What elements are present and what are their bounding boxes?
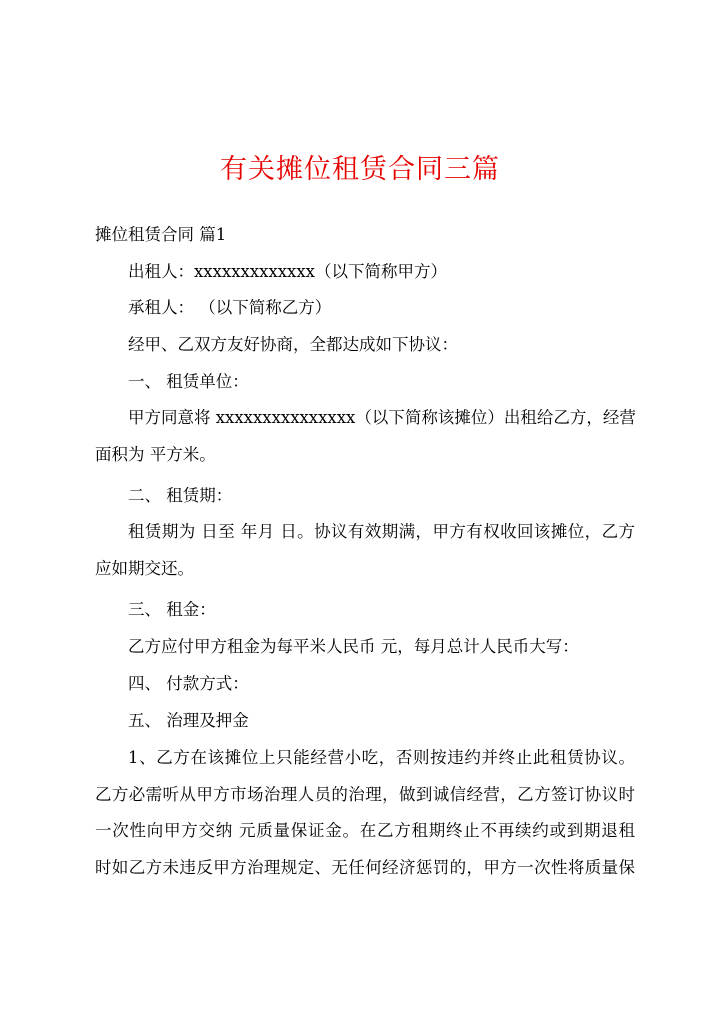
lessee-line: 承租人： （以下简称乙方） — [128, 298, 332, 317]
clause-2-body — [95, 514, 635, 587]
clause-5-heading: 五、 治理及押金 — [128, 711, 249, 730]
clause-5-line: 一次性向甲方交纳 元质量保证金。在乙方租期终止不再续约或到期退租 — [95, 821, 635, 840]
agreement-intro: 经甲、乙双方友好协商，全都达成如下协议： — [128, 335, 458, 354]
clause-2-heading: 二、 租赁期： — [128, 486, 233, 505]
clause-1-body — [95, 400, 635, 473]
clause-1-line: 甲方同意将 xxxxxxxxxxxxxxx（以下简称该摊位）出租给乙方，经营 — [128, 408, 636, 427]
clause-5-line: 乙方必需听从甲方市场治理人员的治理，做到诚信经营，乙方签订协议时 — [95, 784, 635, 804]
clause-5-body — [95, 740, 635, 886]
clause-1-line: 面积为 平方米。 — [95, 444, 216, 464]
clause-2-line: 应如期交还。 — [95, 558, 194, 578]
clause-3-body: 乙方应付甲方租金为每平米人民币 元，每月总计人民币大写： — [128, 637, 579, 656]
lessor-line: 出租人：xxxxxxxxxxxxx（以下简称甲方） — [128, 262, 447, 281]
document-title: 有关摊位租赁合同三篇 — [220, 154, 500, 185]
section-heading: 摊位租赁合同 篇1 — [95, 225, 227, 244]
clause-5-line: 1、乙方在该摊位上只能经营小吃，否则按违约并终止此租赁协议。 — [128, 748, 635, 767]
clause-4-heading: 四、 付款方式： — [128, 674, 249, 693]
clause-2-line: 租赁期为 日至 年月 日。协议有效期满，甲方有权收回该摊位，乙方 — [128, 522, 635, 541]
clause-3-heading: 三、 租金： — [128, 600, 216, 619]
clause-5-line: 时如乙方未违反甲方治理规定、无任何经济惩罚的，甲方一次性将质量保 — [95, 857, 635, 877]
clause-1-heading: 一、 租赁单位： — [128, 372, 249, 391]
